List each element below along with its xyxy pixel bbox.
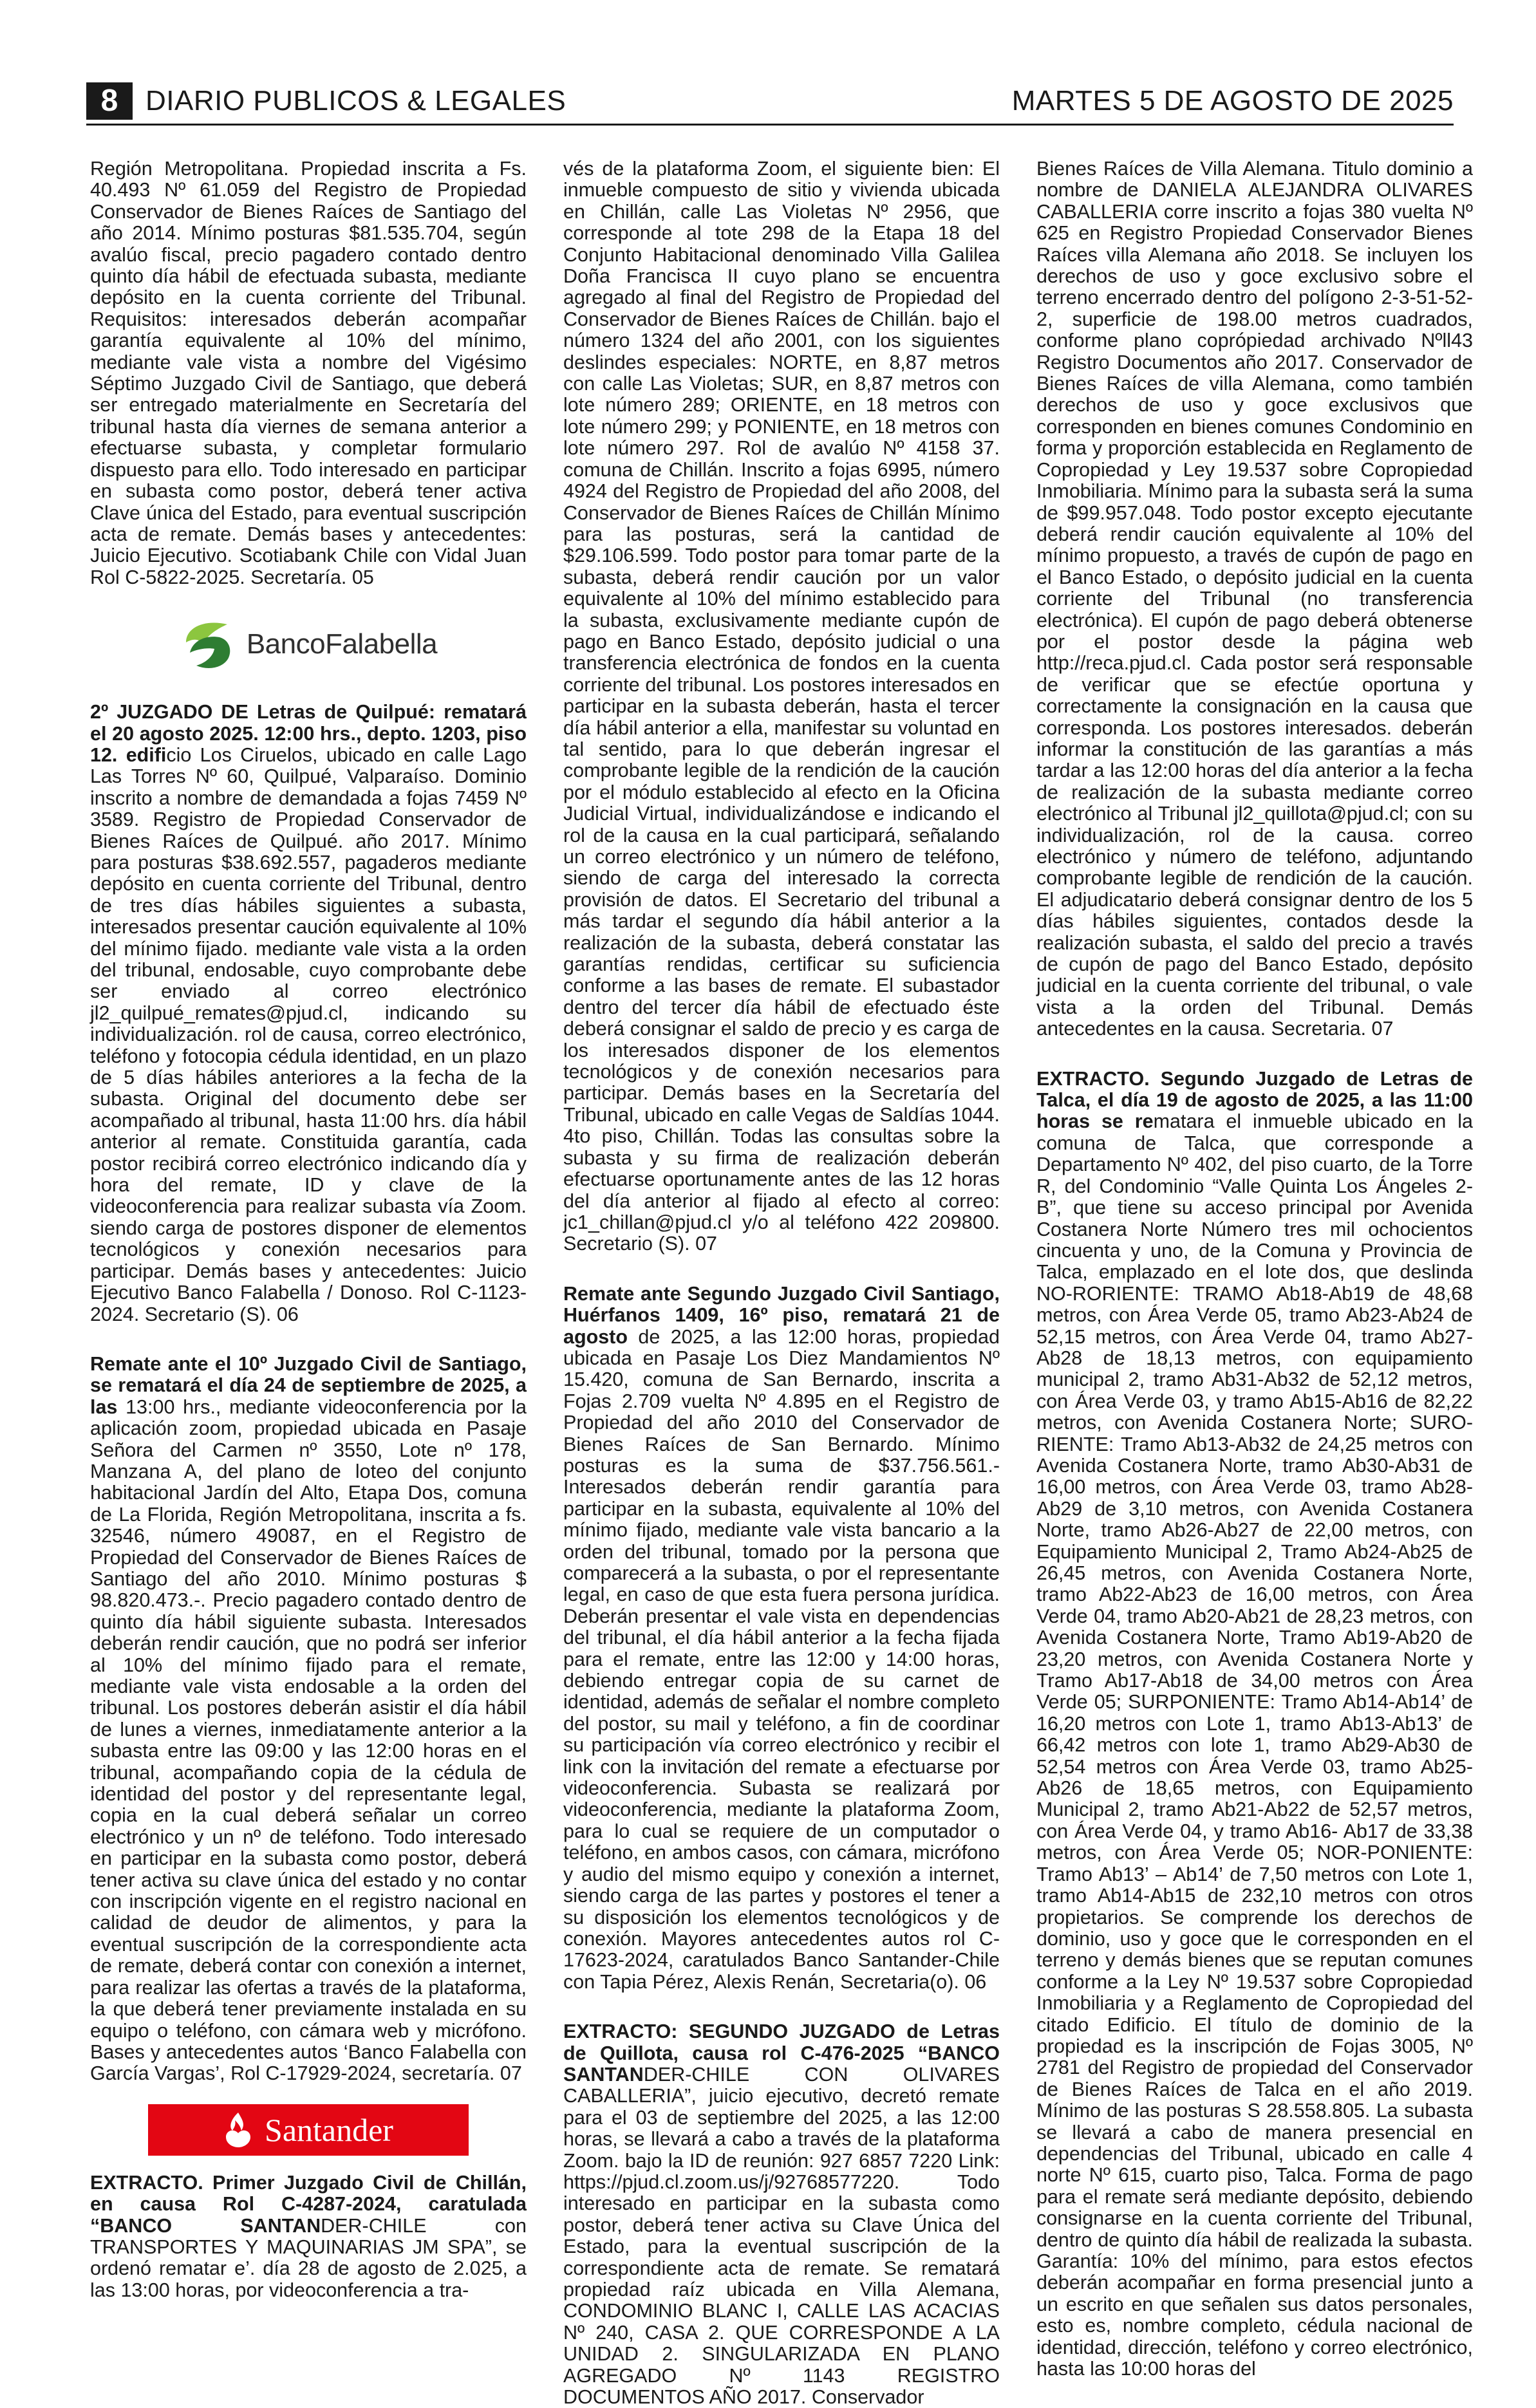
notice-chillan-heading: EXTRACTO. Primer Juzgado Civil de Chillán, en causa Rol C-4287-2024, caratulada “BANCO SANTAN — [90, 2171, 527, 2237]
santander-logo — [148, 2104, 469, 2156]
notice-chillan-body: DER-CHILE con TRANSPORTES Y MAQUINARIAS JM SPA”, se ordenó rematar e’. día 28 de agosto de 2.025, a las 13:00 horas, por videoconferencia a tra- — [90, 2214, 527, 2301]
notice-santiago-2 — [563, 1283, 1000, 1993]
notice-talca-heading: EXTRACTO. Segundo Juzgado de Letras de Talca, el día 19 de agosto de 2025, a las 11:00 horas se re — [1036, 1067, 1473, 1133]
notice-talca — [1036, 1069, 1473, 2380]
column-2 — [563, 158, 1000, 2408]
notice-divider — [563, 1255, 1000, 1283]
notice-quilpue-heading: 2º JUZGADO DE Letras de Quilpué: rematará el 20 agosto 2025. 12:00 hrs., depto. 1203, piso 12. edifi — [90, 701, 527, 766]
notice-chillan-continued: vés de la plataforma Zoom, el siguiente bien: El inmueble compuesto de sitio y vivienda ubicada en Chillán, calle Las Violetas Nº 2956, que corresponde al tote 298 de la Etapa 18 del Conjunto Habitacional denominado Villa Galilea Doña Francisca II cuyo plano se encuentra agregado al final del Registro de Propiedad del Conservador de Bienes Raíces de Chillán. bajo el número 1324 del año 2001, con los siguientes deslindes especiales: NORTE, en 8,87 metros con calle Las Violetas; SUR, en 8,87 metros con lote número 289; ORIENTE, en 18 metros con lote número 299; y PONIENTE, en 18 metros con lote número 297. Rol de avalúo Nº 4158 37. comuna de Chillán. Inscrito a fojas 6995, número 4924 del Registro de Propiedad del año 2008, del Conservador de Bienes Raíces de Chillán Mínimo para las posturas, será la cantidad de $29.106.599. Todo postor para tomar parte de la subasta, deberá rendir caución por un valor equivalente al 10% del mínimo establecido para la subasta, exclusivamente mediante cupón de pago en Banco Estado, depósito judicial o una transferencia electrónica de fondos en la cuenta corriente del tribunal. Los postores interesados en participar en la subasta deberán, hasta el tercer día hábil anterior a ella, manifestar su voluntad en tal sentido, para lo que deberán ingresar el comprobante legible de la rendición de la caución por el módulo establecido al efecto en la Oficina Judicial Virtual, individualizándose e indicando el rol de la causa en la cual participará, señalando un correo electrónico y un número de teléfono, siendo de carga del interesado la correcta provisión de datos. El Secretario del tribunal a más tardar el segundo día hábil anterior a la realización de la subasta, deberá constatar las garantías rendidas, certificar su suficiencia conforme a las bases de remate. El subastador dentro del tercer día hábil de efectuado éste deberá consignar el saldo de precio y es carga de los interesados disponer de los elementos tecnológicos y de conexión necesarios para participar. Demás bases en la Secretaría del Tribunal, ubicado en calle Vegas de Saldías 1044. 4to piso, Chillán. Todas las consultas sobre la subasta y su firma de realización deberán efectuarse oportunamente antes de las 12 horas del día anterior al fijado al efecto al correo: jc1_chillan@pjud.cl y/o al teléfono 422 209800. Secretario (S). 07 — [563, 158, 1000, 1255]
notice-quilpue — [90, 702, 527, 1325]
page-number: 8 — [86, 82, 133, 120]
notice-santiago-10-heading: Remate ante el 10º Juzgado Civil de Santiago, se rematará el día 24 de septiembre de 2025, a las — [90, 1352, 527, 1418]
header-rule — [86, 124, 1454, 126]
banco-falabella-logo — [90, 602, 527, 686]
notice-chillan — [90, 2172, 527, 2301]
notice-quilpue-body: cio Los Ciruelos, ubicado en calle Lago Las Torres Nº 60, Quilpué, Valparaíso. Dominio inscrito a nombre de demandada a fojas 7459 Nº 3589. Registro de Propiedad Conservador de Bienes Raíces de Quilpué. año 2017. Mínimo para posturas $38.692.557, pagaderos mediante depósito en cuenta corriente del Tribunal, dentro de tres días hábiles siguientes a subasta, interesados presentar caución equivalente al 10% del mínimo fijado. mediante vale vista a la orden del tribunal, endosable, cuyo comprobante debe ser enviado al correo electrónico jl2_quilpué_remates@pjud.cl, indicando su individualización. rol de causa, correo electrónico, teléfono y fotocopia cédula identidad, en un plazo de 5 días hábiles anteriores a la fecha de la subasta. Original del documento debe ser acompañado al tribunal, hasta 11:00 hrs. día hábil anterior al remate. Constituida garantía, cada postor recibirá correo electrónico indicando día y hora del remate, ID y clave de la videoconferencia para realizar subasta vía Zoom. siendo carga de postores disponer de elementos tecnológicos y conexión necesarios para participar. Demás bases y antecedentes: Juicio Ejecutivo Banco Falabella / Donoso. Rol C-1123-2024. Secretario (S). 06 — [90, 743, 527, 1325]
santander-flame-icon — [223, 2111, 253, 2149]
notice-santiago-10-body: 13:00 hrs., mediante videoconferencia por la aplicación zoom, propiedad ubicada en Pasaje Señora del Carmen nº 3550, Lote nº 178, Manzana A, del plano de loteo del conjunto habitacional Jardín del Alto, Etapa Dos, comuna de La Florida, Región Metropolitana, inscrita a fs. 32546, número 49087, en el Registro de Propiedad del Conservador de Bienes Raíces de Santiago del año 2010. Mínimo posturas $ 98.820.473.-. Precio pagadero contado dentro de quinto día hábil siguiente subasta. Interesados deberán rendir caución, que no podrá ser inferior al 10% del mínimo fijado para el remate, mediante vale vista endosable a la orden del tribunal. Los postores deberán asistir el día hábil de lunes a viernes, inmediatamente anterior a la subasta entre las 09:00 y las 12:00 horas en el tribunal, acompañando copia de la cédula de identidad del postor y del representante legal, copia en la cual deberá señalar un correo electrónico y un nº de teléfono. Todo interesado en participar en la subasta como postor, deberá tener activa su clave única del estado y no contar con inscripción vigente en el registro nacional en calidad de deudor de alimentos, y para la eventual suscripción de la correspondiente acta de remate, deberá contar con conexión a internet, para realizar las ofertas a través de la plataforma, la que deberá tener previamente instalada en su equipo o teléfono, con cámara web y micrófono. Bases y antecedentes autos ‘Banco Falabella con García Vargas’, Rol C-17929-2024, secretaría. 07 — [90, 1395, 527, 2085]
publication-title: DIARIO PUBLICOS & LEGALES — [145, 85, 567, 117]
notice-divider — [1036, 1040, 1473, 1069]
notice-santiago-2-body: de 2025, a las 12:00 horas, propiedad ubicada en Pasaje Los Diez Mandamientos Nº 15.420, comuna de San Bernardo, inscrita a Fojas 2.709 vuelta Nº 4.895 en el Registro de Propiedad del año 2010 del Conservador de Bienes Raíces de San Bernardo. Mínimo posturas es la suma de $37.756.561.- Interesados deberán rendir garantía para participar en la subasta, equivalente al 10% del mínimo fijado, mediante vale vista bancario a la orden del tribunal, tomado por la persona que comparecerá a la subasta, o por el representante legal, en caso de que esta fuera persona jurídica. Deberán presentar el vale vista en dependencias del tribunal, el día hábil anterior a la fecha fijada para el remate, entre las 12:00 y 14:00 horas, debiendo entregar copia de su carnet de identidad, además de señalar el nombre completo del postor, su mail y teléfono, a fin de coordinar su participación vía correo electrónico y recibir el link con la invitación del remate a efectuarse por videoconferencia. Subasta se realizará por videoconferencia, mediante la plataforma Zoom, para lo cual se requiere de un computador o teléfono, en ambos casos, con cámara, micrófono y audio del mismo equipo y conexión a internet, siendo carga de las partes y postores el tener a su disposición los elementos tecnológicos y de conexión. Mayores antecedentes autos rol C-17623-2024, caratulados Banco Santander-Chile con Tapia Pérez, Alexis Renán, Secretaria(o). 06 — [563, 1325, 1000, 1993]
column-3 — [1036, 158, 1473, 2380]
notice-scotiabank: Región Metropolitana. Propiedad inscrita a Fs. 40.493 Nº 61.059 del Registro de Propiedad Conservador de Bienes Raíces de Santiago del año 2014. Mínimo posturas $81.535.704, según avalúo fiscal, precio pagadero contado dentro quinto día hábil de efectuada subasta, mediante depósito en la cuenta corriente del Tribunal. Requisitos: interesados deberán acompañar garantía equivalente al 10% del mínimo, mediante vale vista a nombre del Vigésimo Séptimo Juzgado Civil de Santiago, que deberá ser entregado materialmente en Secretaría del tribunal hasta día viernes de semana anterior a efectuarse subasta, y completar formulario dispuesto para ello. Todo interesado en participar en subasta como postor, deberá tener activa Clave única del Estado, para eventual suscripción acta de remate. Demás bases y antecedentes: Juicio Ejecutivo. Scotiabank Chile con Vidal Juan Rol C-5822-2025. Secretaría. 05 — [90, 158, 527, 588]
falabella-wordmark: BancoFalabella — [246, 628, 438, 660]
notice-santiago-10 — [90, 1354, 527, 2085]
notice-divider — [90, 1325, 527, 1354]
notice-quillota-body: DER-CHILE CON OLIVARES CABALLERIA”, juicio ejecutivo, decretó remate para el 03 de septiembre del 2025, a las 12:00 horas, se llevará a cabo a través de la plataforma Zoom. bajo la ID de reunión: 927 6857 7220 Link: https://pjud.cl.zoom.us/j/92768577220. Todo interesado en participar en la subasta como postor, deberá tener activa su Clave Única del Estado, para la eventual suscripción de la correspondiente acta de remate. Se rematará propiedad raíz ubicada en Villa Alemana, CONDOMINIO BLANC I, CALLE LAS ACACIAS Nº 240, CASA 2. QUE CORRESPONDE A LA UNIDAD 2. SINGULARIZADA EN PLANO AGREGADO Nº 1143 REGISTRO DOCUMENTOS AÑO 2017. Conservador — [563, 2063, 1000, 2408]
column-1 — [90, 158, 527, 2301]
notice-divider — [563, 1993, 1000, 2021]
falabella-leaf-icon — [180, 615, 238, 673]
santander-wordmark: Santander — [265, 2111, 393, 2148]
notice-talca-body: matara el inmueble ubicado en la comuna de Talca, que corresponde a Departamento Nº 402, del piso cuarto, de la Torre R, del Condominio “Valle Quinta Los Ángeles 2-B”, que tiene su acceso principal por Avenida Costanera Norte Número tres mil ochocientos cincuenta y uno, de la Comuna y Provincia de Talca, emplazado en el lote dos, que deslinda NO-RORIENTE: TRAMO Ab18-Ab19 de 48,68 metros, con Área Verde 05, tramo Ab23-Ab24 de 52,15 metros, con Área Verde 04, tramo Ab27-Ab28 de 18,13 metros, con equipamiento municipal 2, tramo Ab31-Ab32 de 52,12 metros, con Área Verde 03, y tramo Ab15-Ab16 de 82,22 metros, con Avenida Costanera Norte; SURO-RIENTE: Tramo Ab13-Ab32 de 24,25 metros con Avenida Costanera Norte, tramo Ab30-Ab31 de 16,00 metros, con Área Verde 03, tramo Ab28-Ab29 de 3,10 metros, con Avenida Costanera Norte, tramo Ab26-Ab27 de 22,00 metros, con Equipamiento Municipal 2, Tramo Ab24-Ab25 de 26,45 metros, con Avenida Costanera Norte, tramo Ab22-Ab23 de 16,00 metros, con Área Verde 04, tramo Ab20-Ab21 de 28,23 metros, con Avenida Costanera Norte, Tramo Ab19-Ab20 de 23,20 metros, con Avenida Costanera Norte y Tramo Ab17-Ab18 de 34,00 metros con Área Verde 05; SURPONIENTE: Tramo Ab14-Ab14’ de 16,20 metros con Lote 1, tramo Ab13-Ab13’ de 66,42 metros con lote 1, tramo Ab29-Ab30 de 52,54 metros con Área Verde 03, tramo Ab25-Ab26 de 18,65 metros, con Equipamiento Municipal 2, tramo Ab21-Ab22 de 52,57 metros, con Área Verde 04, y tramo Ab16- Ab17 de 33,38 metros, con Área Verde 05; NOR-PONIENTE: Tramo Ab13’ – Ab14’ de 7,50 metros con Lote 1, tramo Ab14-Ab15 de 232,10 metros con otros propietarios. Se comprende los derechos de dominio, uso y goce que le corresponden en el terreno y demás bienes que se reputan comunes conforme a la Ley Nº 19.537 sobre Copropiedad Inmobiliaria y a Reglamento de Copropiedad del citado Edificio. El título de dominio de la propiedad es la inscripción de Fojas 3005, Nº 2781 del Registro de propiedad del Conservador de Bienes Raíces de Talca en el año 2019. Mínimo de las posturas S 28.558.805. La subasta se llevará a cabo de manera presencial en dependencias del Tribunal, ubicado en calle 4 norte Nº 615, cuarto piso, Talca. Forma de pago para el remate será mediante depósito, debiendo consignarse en la cuenta corriente del Tribunal, dentro de quinto día hábil de realizada la subasta. Garantía: 10% del mínimo, para estos efectos deberán acompañar en forma presencial junto a un escrito en que señalen sus datos personales, esto es, nombre completo, cédula nacional de identidad, dirección, teléfono y correo electrónico, hasta las 10:00 horas del — [1036, 1110, 1474, 2380]
issue-date: MARTES 5 DE AGOSTO DE 2025 — [1011, 85, 1454, 117]
page-header — [86, 82, 1454, 120]
notice-quillota-continued: Bienes Raíces de Villa Alemana. Titulo dominio a nombre de DANIELA ALEJANDRA OLIVARES CABALLERIA corre inscrito a fojas 380 vuelta Nº 625 en Registro Propiedad Conservador Bienes Raíces villa Alemana año 2018. Se incluyen los derechos de uso y goce exclusivo sobre el terreno encerrado dentro del polígono 2-3-51-52-2, superficie de 198.00 metros cuadrados, conforme plano coprópiedad archivado Nºll43 Registro Documentos año 2017. Conservador de Bienes Raíces de villa Alemana, como también derechos de uso y goce exclusivos que corresponden en bienes comunes Condominio en forma y proporción establecida en Reglamento de Copropiedad y Ley 19.537 sobre Copropiedad Inmobiliaria. Mínimo para la subasta será la suma de $99.957.048. Todo postor excepto ejecutante deberá rendir caución equivalente al 10% del mínimo propuesto, a través de cupón de pago en el Banco Estado, o depósito judicial en la cuenta corriente del Tribunal (no transferencia electrónica). El cupón de pago deberá obtenerse por el postor desde la página web http://reca.pjud.cl. Cada postor será responsable de verificar que se efectúe oportuna y correctamente la consignación en la causa que corresponda. Los postores interesados. deberán informar la constitución de las garantías a más tardar a las 12:00 horas del día anterior a la fecha de realización de la subasta mediante correo electrónico al Tribunal jl2_quillota@pjud.cl; con su individualización, rol de la causa. correo electrónico y número de teléfono, adjuntando comprobante legible de rendición de la caución. El adjudicatario deberá consignar dentro de los 5 días hábiles siguientes, contados desde la realización subasta, el saldo del precio a través de cupón de pago del Banco Estado, depósito judicial en la cuenta corriente del tribunal, o vale vista a la orden del Tribunal. Demás antecedentes en la causa. Secretaria. 07 — [1036, 158, 1473, 1040]
notice-santiago-2-heading: Remate ante Segundo Juzgado Civil Santiago, Huérfanos 1409, 16º piso, rematará 21 de agosto — [563, 1282, 1000, 1348]
notice-quillota — [563, 2021, 1000, 2408]
notice-quillota-heading: EXTRACTO: SEGUNDO JUZGADO de Letras de Quillota, causa rol C-476-2025 “BANCO SANTAN — [563, 2021, 1000, 2086]
